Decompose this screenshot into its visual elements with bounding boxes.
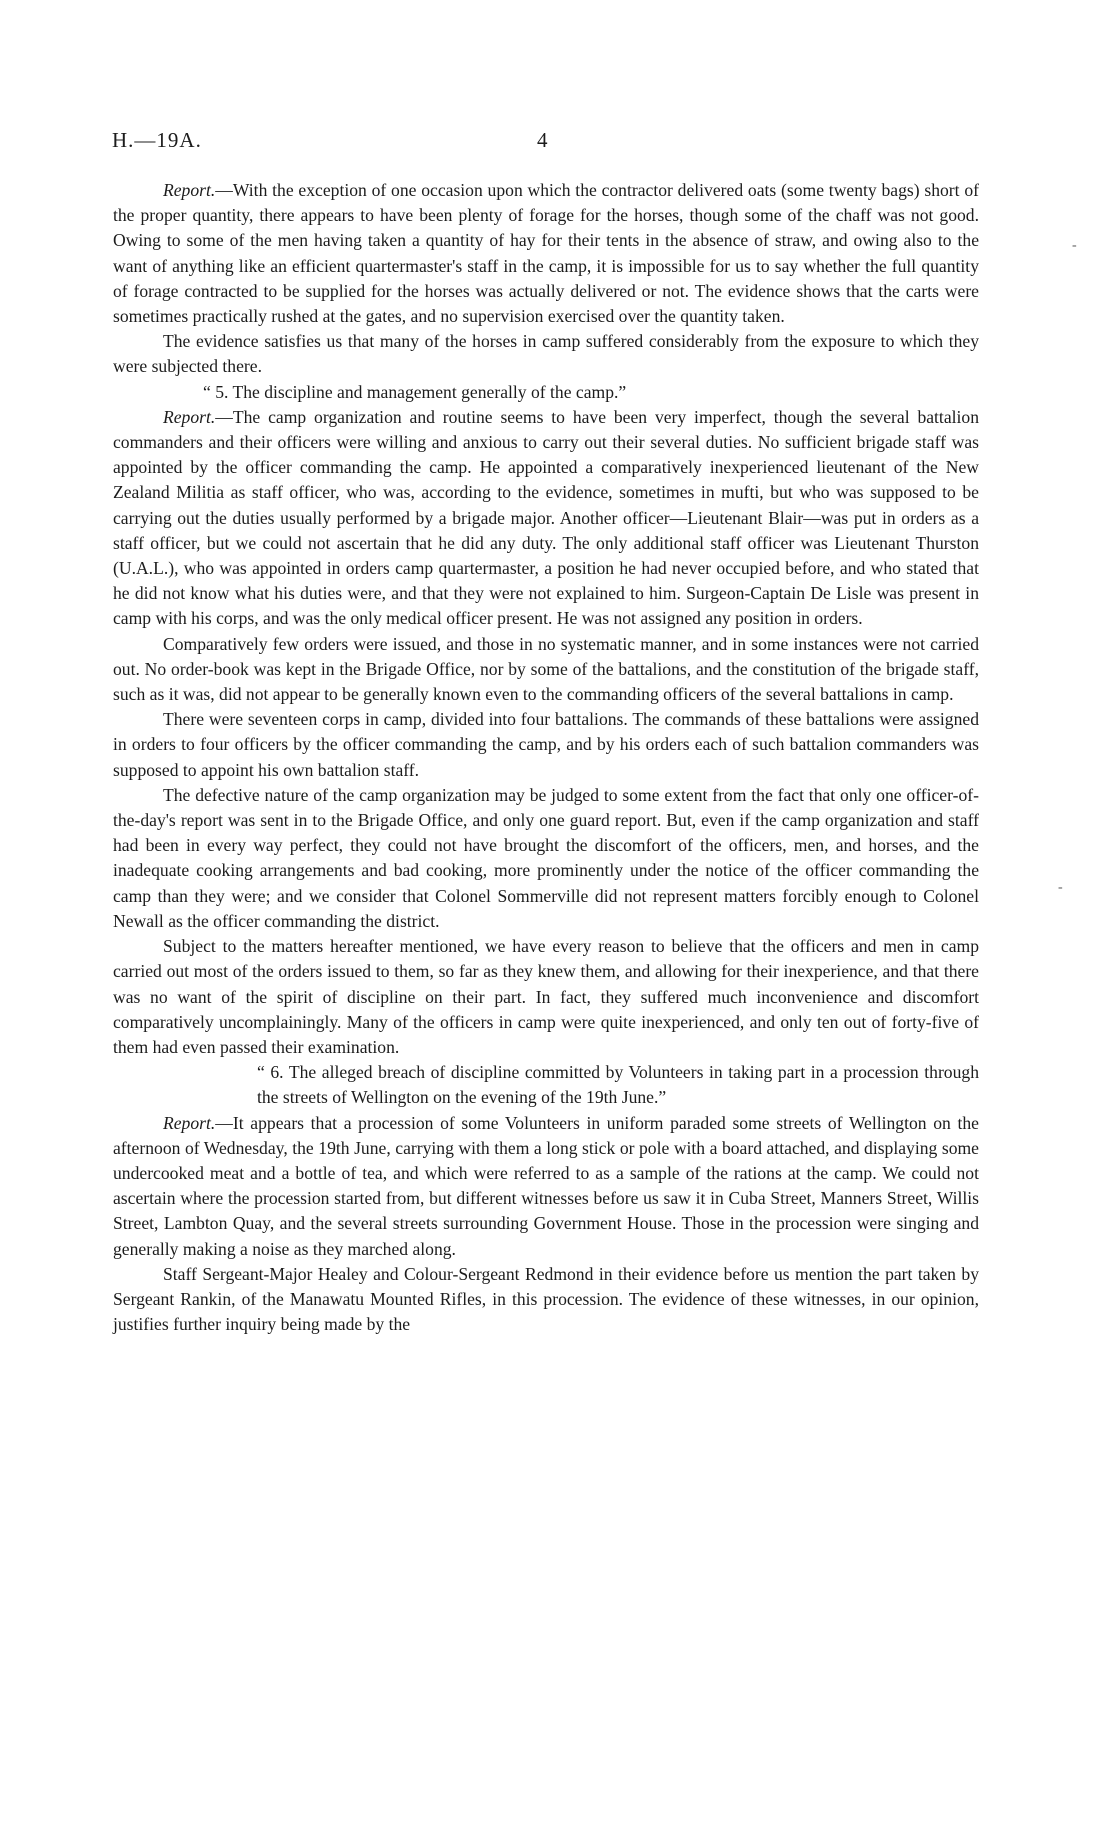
- paragraph-text: Subject to the matters hereafter mentioned, we have every reason to believe that the officers and men in camp carried out most of the orders issued to them, so far as they knew them, and allowing for their inexperience, and that there was no want of the spirit of discipline on their part. In fact, they suffered much inconvenience and discomfort comparatively uncomplainingly. Many of the officers in camp were quite inexperienced, and only ten out of forty-five of them had even passed their examination.: [113, 936, 979, 1057]
- paragraph-text: Staff Sergeant-Major Healey and Colour-Sergeant Redmond in their evidence before us mention the part taken by Sergeant Rankin, of the Manawatu Mounted Rifles, in this procession. The evidence of these witnesses, in our opinion, justifies further inquiry being made by the: [113, 1263, 979, 1335]
- paragraph-discipline: [113, 934, 979, 1060]
- quoted-item-5: [113, 380, 979, 405]
- report-label: Report.: [163, 180, 216, 200]
- paragraph-text: Comparatively few orders were issued, and those in no systematic manner, and in some instances were not carried out. No order-book was kept in the Brigade Office, nor by some of the battalions, and the constitution of the brigade staff, such as it was, did not appear to be generally known even to the commanding officers of the several battalions in camp.: [113, 633, 979, 705]
- paragraph-defective-organization: [113, 783, 979, 934]
- body-text: [113, 178, 979, 1337]
- paragraph-text: The evidence satisfies us that many of the horses in camp suffered considerably from the exposure to which they were subjected there.: [113, 331, 979, 377]
- paragraph-report-organization: [113, 405, 979, 632]
- page-header: [112, 128, 1092, 158]
- margin-tick-mark: ‑: [1072, 238, 1077, 253]
- paragraph-battalions: [113, 707, 979, 783]
- report-label: Report.: [163, 1112, 216, 1133]
- paragraph-text: —It appears that a procession of some Volunteers in uniform paraded some streets of Wellington on the afternoon of Wednesday, the 19th June, carrying with them a long stick or pole with a board attached, and displaying some undercooked meat and a bottle of tea, and which were referred to as a sample of the rations at the camp. We could not ascertain where the procession started from, but different witnesses before us saw it in Cuba Street, Manners Street, Willis Street, Lambton Quay, and the several streets surrounding Government House. Those in the procession were singing and generally making a noise as they marched along.: [113, 1112, 979, 1259]
- paragraph-text: —With the exception of one occasion upon which the contractor delivered oats (some twenty bags) short of the proper quantity, there appears to have been plenty of forage for the horses, though some of the chaff was not good. Owing to some of the men having taken a quantity of hay for their tents in the absence of straw, and owing also to the want of anything like an efficient quartermaster's staff in the camp, it is impossible for us to say whether the full quantity of forage contracted to be supplied for the horses was actually delivered or not. The evidence shows that the carts were sometimes practically rushed at the gates, and no supervision exercised over the quantity taken.: [113, 180, 979, 327]
- paragraph-text: “ 6. The alleged breach of discipline committed by Volunteers in taking part in a procession through the streets of Wellington on the evening of the 19th June.”: [257, 1062, 979, 1108]
- paragraph-horses-exposure: [113, 329, 979, 379]
- page-number: 4: [537, 128, 548, 152]
- paragraph-text: The defective nature of the camp organization may be judged to some extent from the fact that only one officer-of-the-day's report was sent in to the Brigade Office, and only one guard report. But, even if the camp organization and staff had been in every way perfect, they could not have brought the discomfort of the officers, men, and horses, and the inadequate cooking arrangements and bad cooking, more prominently under the notice of the officer commanding the camp than they were; and we consider that Colonel Sommerville did not represent matters forcibly enough to Colonel Newall as the officer commanding the district.: [113, 784, 979, 931]
- paragraph-witnesses: [113, 1262, 979, 1338]
- report-label: Report.: [163, 406, 216, 427]
- document-id: H.—19A.: [112, 128, 202, 152]
- paragraph-orders: [113, 632, 979, 708]
- paragraph-text: “ 5. The discipline and management generally of the camp.”: [203, 381, 627, 402]
- margin-tick-mark: ‑: [1058, 880, 1063, 895]
- paragraph-text: —The camp organization and routine seems to have been very imperfect, though the several battalion commanders and their officers were willing and anxious to carry out their several duties. No sufficient brigade staff was appointed by the officer commanding the camp. He appointed a comparatively inexperienced lieutenant of the New Zealand Militia as staff officer, who was, according to the evidence, sometimes in mufti, but who was supposed to be carrying out the duties usually performed by a brigade major. Another officer—Lieutenant Blair—was put in orders as a staff officer, but we could not ascertain that he did any duty. The only additional staff officer was Lieutenant Thurston (U.A.L.), who was appointed in orders camp quartermaster, a position he had never occupied before, and who stated that he did not know what his duties were, and that they were not explained to him. Surgeon-Captain De Lisle was present in camp with his corps, and was the only medical officer present. He was not assigned any position in orders.: [113, 406, 979, 629]
- paragraph-report-procession: [113, 1111, 979, 1262]
- quoted-item-6: [113, 1060, 979, 1110]
- paragraph-report-forage: [113, 178, 979, 329]
- paragraph-text: There were seventeen corps in camp, divided into four battalions. The commands of these battalions were assigned in orders to four officers by the officer commanding the camp, and by his orders each of such battalion commanders was supposed to appoint his own battalion staff.: [113, 709, 979, 780]
